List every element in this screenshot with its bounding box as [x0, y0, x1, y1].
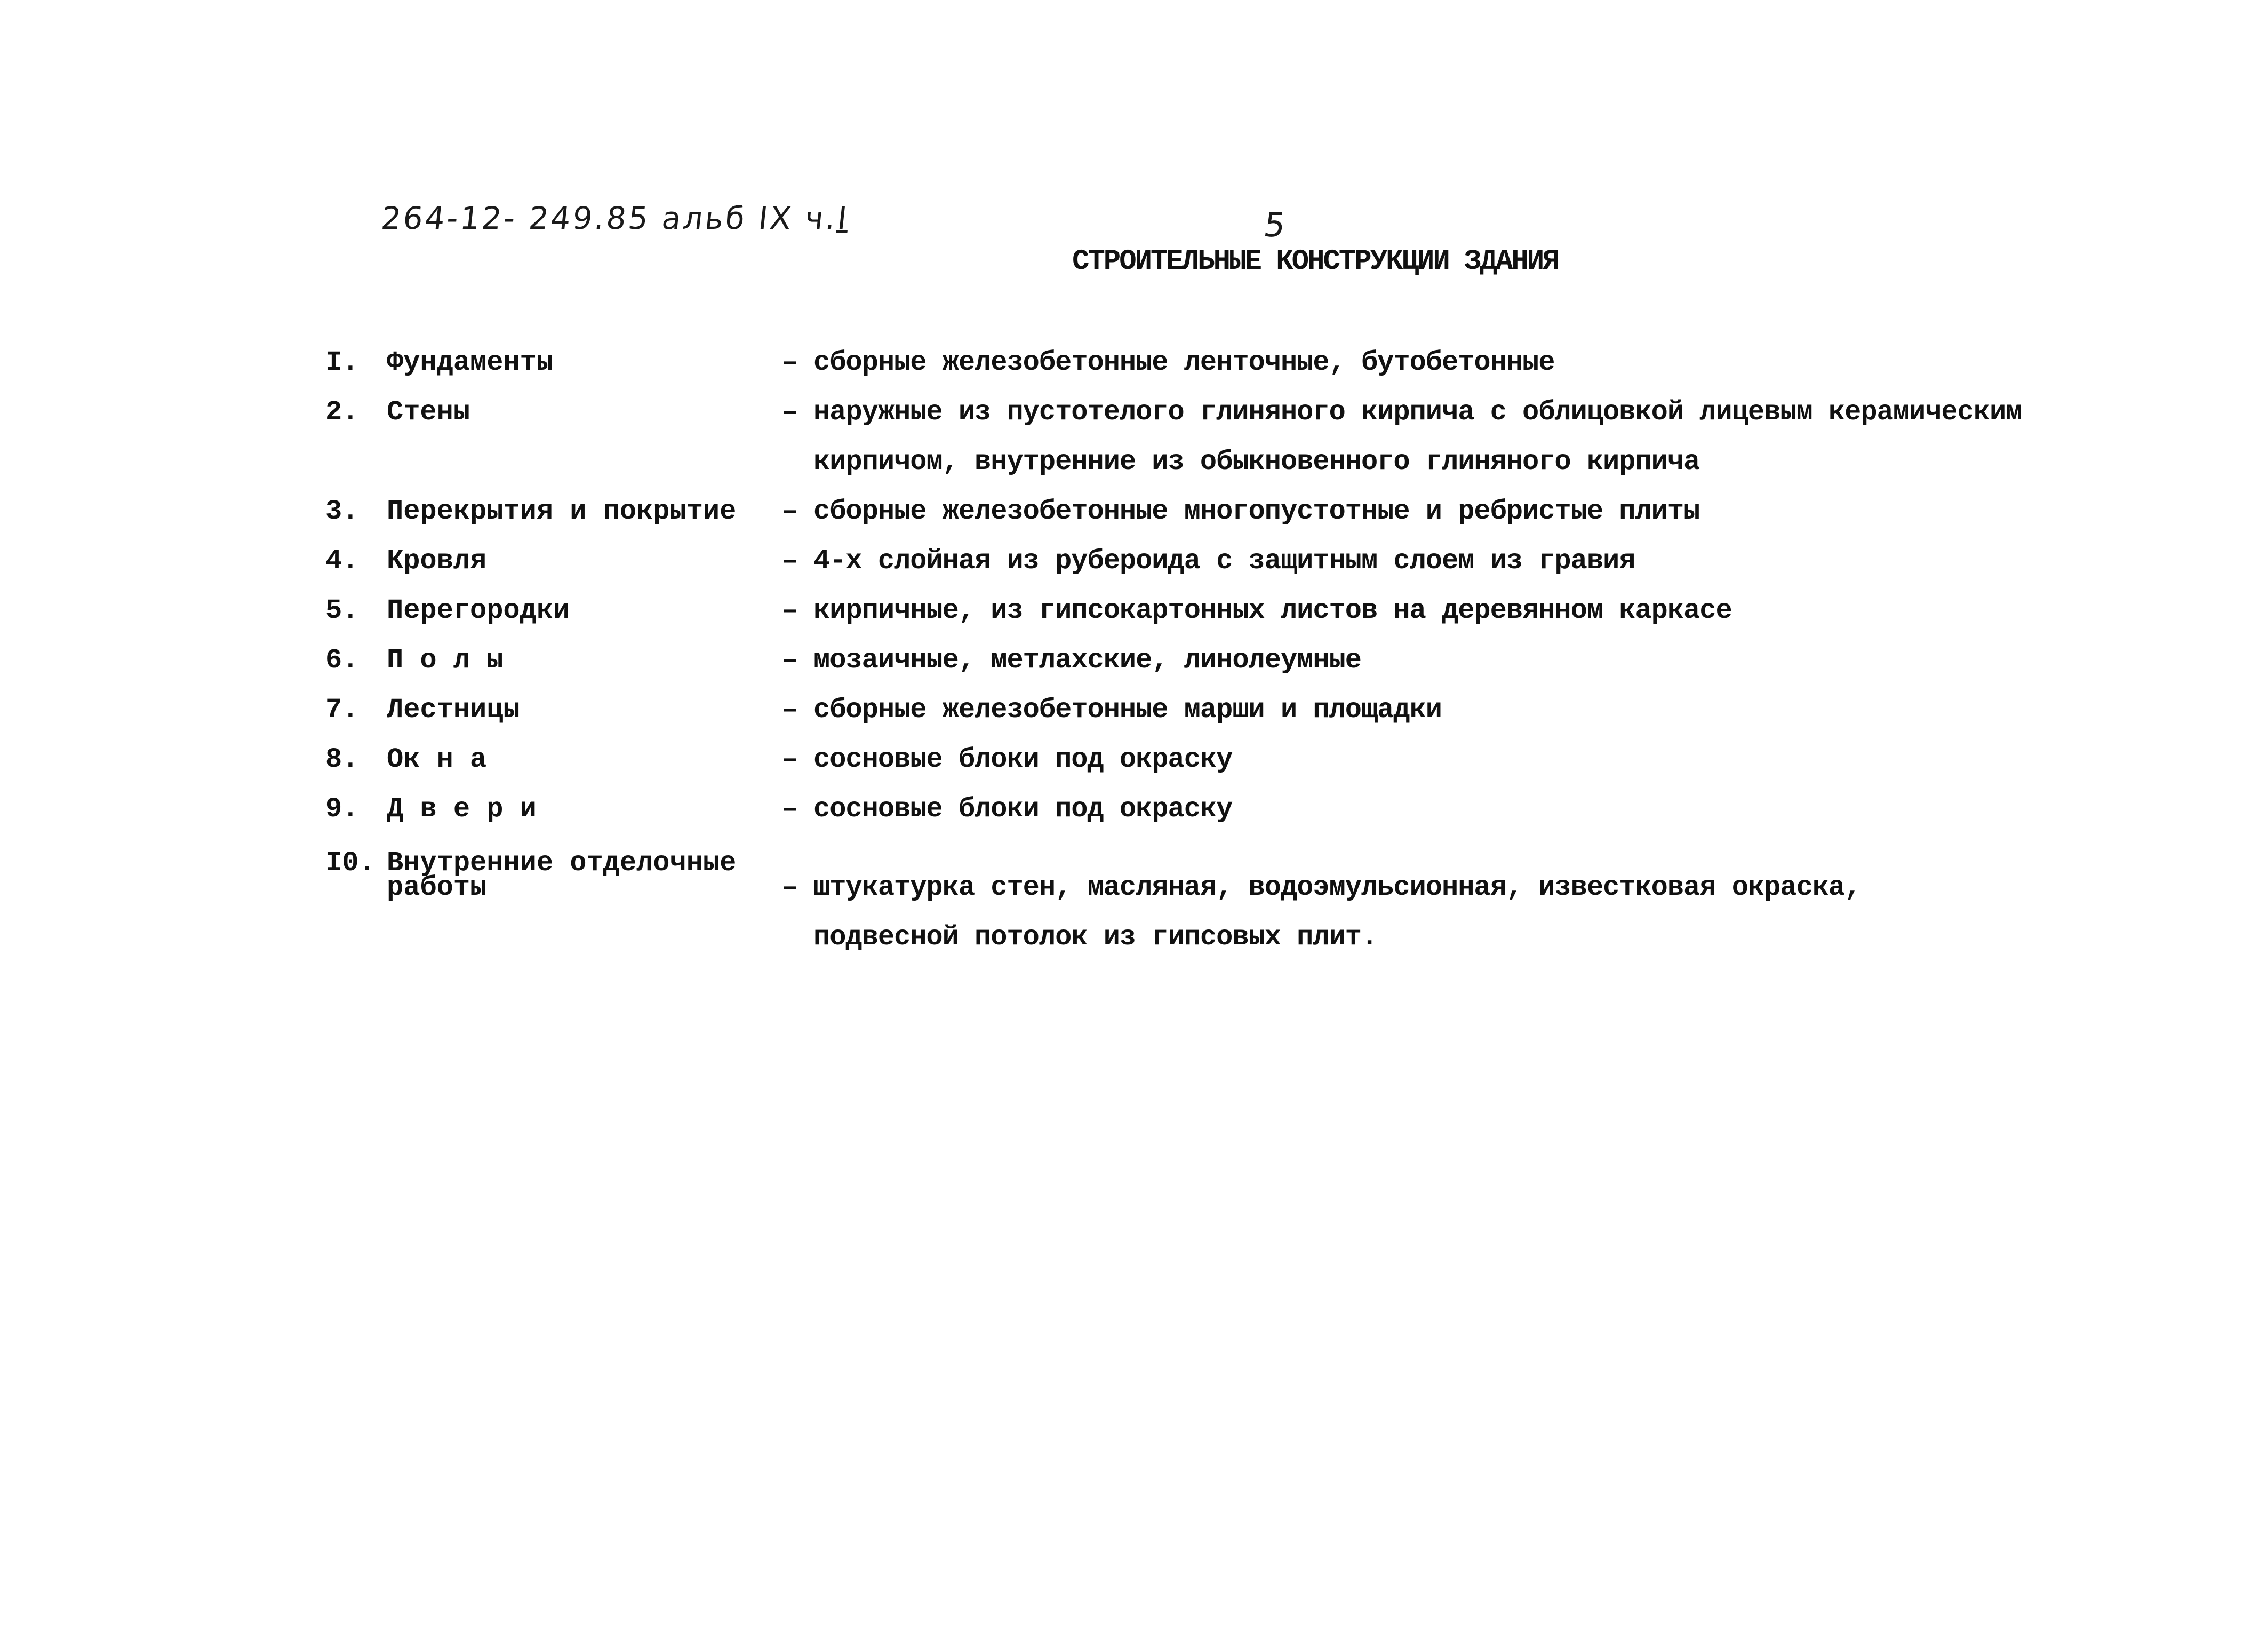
item-dash: – [781, 872, 798, 903]
item-description: штукатурка стен, масляная, водоэмульсионная, известковая окраска, [813, 872, 1861, 903]
item-number: 2. [325, 396, 359, 428]
item-number: 7. [325, 694, 359, 726]
item-name: Лестницы [387, 694, 520, 726]
document-code-handwritten [379, 200, 850, 236]
item-description-continued: кирпичом, внутренние из обыкновенного глиняного кирпича [813, 446, 1700, 478]
item-name: Перегородки [387, 595, 570, 626]
item-description: сборные железобетонные марши и площадки [813, 694, 1442, 726]
item-dash: – [781, 744, 798, 775]
item-description: кирпичные, из гипсокартонных листов на деревянном каркасе [813, 595, 1732, 626]
doc-code: 264-12- 249.85 [379, 200, 652, 236]
item-name: Фундаменты [387, 347, 554, 378]
item-description: сосновые блоки под окраску [813, 744, 1233, 775]
document-title: СТРОИТЕЛЬНЫЕ КОНСТРУКЦИИ ЗДАНИЯ [1072, 245, 1559, 278]
item-number: I. [325, 347, 359, 378]
item-dash: – [781, 545, 798, 577]
item-name-continued: работы [387, 872, 487, 903]
item-name: Ок н а [387, 744, 487, 775]
item-dash: – [781, 595, 798, 626]
item-dash: – [781, 694, 798, 726]
item-description: сосновые блоки под окраску [813, 793, 1233, 825]
item-number: 4. [325, 545, 359, 577]
item-name: Перекрытия и покрытие [387, 496, 737, 527]
item-number: 8. [325, 744, 359, 775]
item-number: 3. [325, 496, 359, 527]
album-label: альб IX ч. [660, 200, 840, 236]
page-number: 5 [1261, 205, 1288, 244]
item-number: I0. [325, 847, 376, 879]
item-description-continued: подвесной потолок из гипсовых плит. [813, 921, 1378, 953]
part-number: I [835, 200, 851, 236]
item-number: 9. [325, 793, 359, 825]
item-description: мозаичные, метлахские, линолеумные [813, 645, 1361, 676]
item-dash: – [781, 496, 798, 527]
item-dash: – [781, 645, 798, 676]
item-name: Внутренние отделочные [387, 847, 737, 879]
item-dash: – [781, 793, 798, 825]
item-description: сборные железобетонные многопустотные и ребристые плиты [813, 496, 1700, 527]
item-name: Д в е р и [387, 793, 537, 825]
item-description: сборные железобетонные ленточные, бутобетонные [813, 347, 1555, 378]
item-name: Стены [387, 396, 470, 428]
item-description: наружные из пустотелого глиняного кирпича с облицовкой лицевым керамическим [813, 396, 2022, 428]
item-dash: – [781, 347, 798, 378]
item-name: П о л ы [387, 645, 504, 676]
item-description: 4-х слойная из рубероида с защитным слоем из гравия [813, 545, 1635, 577]
item-name: Кровля [387, 545, 487, 577]
item-number: 5. [325, 595, 359, 626]
item-dash: – [781, 396, 798, 428]
item-number: 6. [325, 645, 359, 676]
